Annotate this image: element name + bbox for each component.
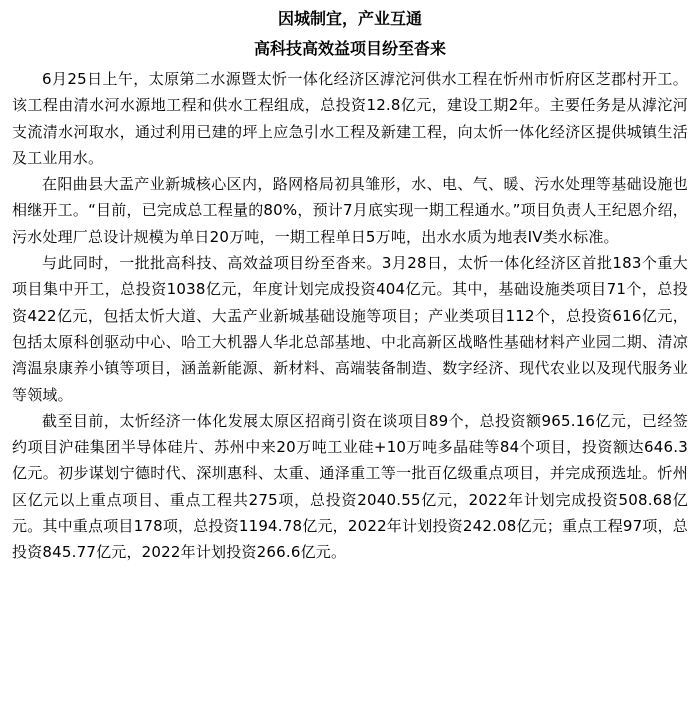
article-title-line2: 高科技高效益项目纷至沓来 bbox=[253, 39, 446, 58]
article-body bbox=[12, 66, 688, 566]
paragraph-2: 在阳曲县大盂产业新城核心区内，路网格局初具雏形，水、电、气、暖、污水处理等基础设施也相继开工。“目前，已完成总工程量的80%，预计7月底实现一期工程通水。”项目负责人王纪恩介绍，污水处理厂总设计规模为单日20万吨，一期工程单日5万吨，出水水质为地表IV类水标准。 bbox=[12, 175, 688, 246]
paragraph-3: 与此同时，一批批高科技、高效益项目纷至沓来。3月28日，太忻一体化经济区首批183个重大项目集中开工，总投资1038亿元，年度计划完成投资404亿元。其中，基础设施类项目71个，总投资422亿元，包括太忻大道、大盂产业新城基础设施等项目；产业类项目112个，总投资616亿元，包括太原科创驱动中心、哈工大机器人华北总部基地、中北高新区战略性基础材料产业园二期、清凉湾温泉康养小镇等项目，涵盖新能源、新材料、高端装备制造、数字经济、现代农业以及现代服务业等领域。 bbox=[12, 254, 688, 404]
paragraph-4: 截至目前，太忻经济一体化发展太原区招商引资在谈项目89个，总投资额965.16亿元，已经签约项目沪硅集团半导体硅片、苏州中来20万吨工业硅+10万吨多晶硅等84个项目，投资额达646.3亿元。初步谋划宁德时代、深圳惠科、太重、通泽重工等一批百亿级重点项目，并完成预选址。忻州区亿元以上重点项目、重点工程共275项，总投资2040.55亿元，2022年计划完成投资508.68亿元。其中重点项目178项，总投资1194.78亿元，2022年计划投资242.08亿元；重点工程97项，总投资845.77亿元，2022年计划投资266.6亿元。 bbox=[12, 411, 689, 562]
paragraph-1: 6月25日上午，太原第二水源暨太忻一体化经济区滹沱河供水工程在忻州市忻府区芝郡村开工。该工程由清水河水源地工程和供水工程组成，总投资12.8亿元，建设工期2年。主要任务是从滹沱河支流清水河取水，通过利用已建的坪上应急引水工程及新建工程，向太忻一体化经济区提供城镇生活及工业用水。 bbox=[12, 70, 688, 167]
article-title-line1: 因城制宜，产业互通 bbox=[277, 9, 422, 28]
